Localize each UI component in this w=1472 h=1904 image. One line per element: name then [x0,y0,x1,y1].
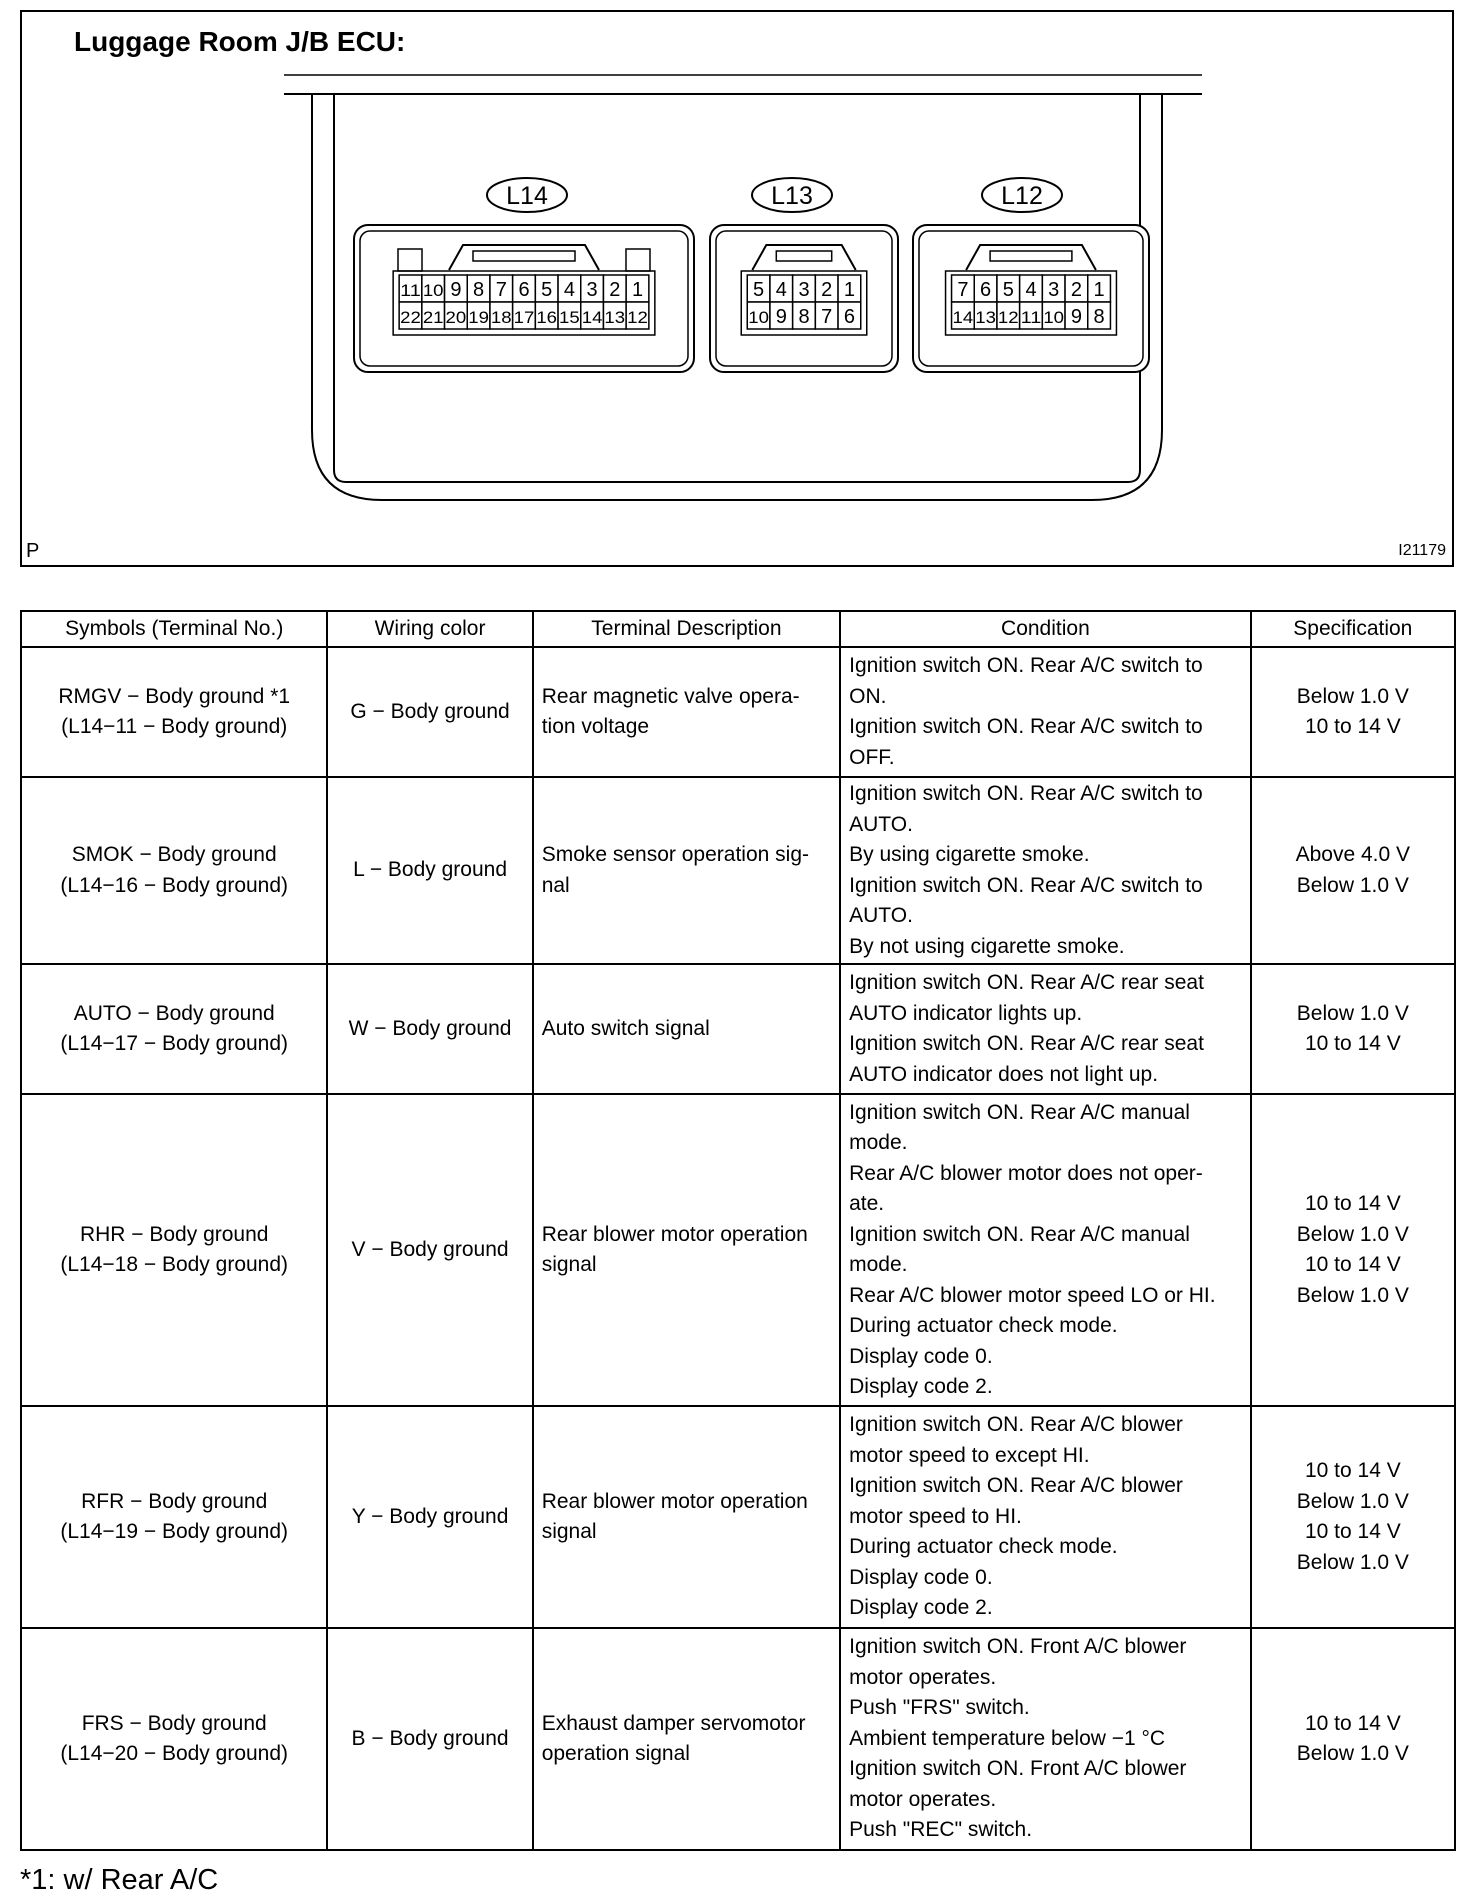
pin-number: 1 [631,279,644,301]
connector-l13 [710,178,898,372]
spec-line: Below 1.0 V [1296,1222,1409,1246]
table-row [21,1406,1455,1628]
sym-line: (L14−11 − Body ground) [61,715,288,738]
desc-line: Exhaust damper servomotor [541,1711,806,1735]
spec-line: Below 1.0 V [1296,1489,1409,1513]
pin-number: 5 [541,279,553,301]
spec-line: 10 to 14 V [1304,1459,1401,1482]
pin-number: 19 [468,308,489,327]
condition-cell [840,1628,1251,1850]
cond-line: By not using cigarette smoke. [849,934,1125,958]
table-row [21,1628,1455,1850]
pin-number: 10 [1043,308,1065,327]
cond-line: Ignition switch ON. Rear A/C blower [849,1413,1183,1437]
wiring-color-cell: G − Body ground [327,647,532,777]
header-specification: Specification [1251,611,1455,647]
desc-line: Auto switch signal [541,1016,710,1040]
spec-line: 10 to 14 V [1304,715,1401,738]
pin-number: 9 [1070,306,1082,328]
cond-line: Ignition switch ON. Rear A/C switch to [849,782,1203,805]
pin-number: 5 [1002,279,1014,301]
pin-number: 12 [997,308,1019,327]
footnote: *1: w/ Rear A/C [20,1864,219,1896]
specification-cell [1251,1628,1455,1850]
cond-line: Rear A/C blower motor does not oper- [849,1161,1203,1185]
spec-line: Below 1.0 V [1296,1001,1409,1025]
sym-line: FRS − Body ground [81,1711,267,1735]
specification-cell [1251,1094,1455,1406]
specification-cell [1251,1406,1455,1628]
desc-line: nal [541,873,570,897]
description-cell [533,1406,840,1628]
sym-line: (L14−18 − Body ground) [60,1253,289,1276]
header-symbols: Symbols (Terminal No.) [21,611,327,647]
cond-line: ate. [849,1192,885,1215]
cond-line: ON. [849,684,887,708]
pin-number: 1 [843,279,855,301]
description-cell [533,1094,840,1406]
specification-cell [1251,647,1455,777]
cond-line: Ignition switch ON. Rear A/C switch to [849,715,1203,738]
pin-number: 13 [604,308,626,327]
description-cell [533,1628,840,1850]
table-row [21,777,1455,964]
cond-line: motor speed to HI. [849,1504,1022,1528]
pin-number: 2 [609,279,621,301]
spec-line: 10 to 14 V [1304,1520,1401,1543]
condition-cell [840,777,1251,964]
sym-line: (L14−16 − Body ground) [60,873,289,897]
pin-number: 12 [627,308,648,327]
pin-number: 3 [586,279,598,301]
condition-cell [840,1094,1251,1406]
cond-line: AUTO. [849,812,913,836]
spec-line: 10 to 14 V [1304,1711,1401,1735]
cond-line: Ambient temperature below −1 °C [849,1726,1166,1750]
pin-number: 5 [753,279,765,301]
cond-line: Display code 2. [849,1596,993,1620]
description-cell [533,647,840,777]
table-body [21,647,1455,1850]
pin-number: 13 [975,308,996,327]
pin-number: 3 [798,279,810,301]
description-cell [533,777,840,964]
cond-line: AUTO. [849,904,913,927]
condition-cell [840,1406,1251,1628]
header-wiring-color: Wiring color [327,611,532,647]
spec-line: Below 1.0 V [1296,873,1409,897]
pin-number: 6 [843,306,855,328]
sym-line: (L14−20 − Body ground) [60,1742,289,1765]
cond-line: Rear A/C blower motor speed LO or HI. [849,1283,1216,1307]
pin-number: 9 [775,306,787,328]
cond-line: Ignition switch ON. Rear A/C switch to [849,873,1203,897]
pin-number: 10 [748,308,769,327]
desc-line: Rear blower motor operation [541,1489,808,1513]
pin-number: 21 [422,308,444,327]
pin-number: 8 [1093,306,1105,328]
pin-number: 6 [518,279,530,301]
pin-number: 4 [775,279,787,301]
pin-number: 7 [957,279,969,301]
cond-line: Push "REC" switch. [849,1818,1033,1842]
sym-line: RFR − Body ground [81,1489,268,1513]
pin-number: 10 [422,281,444,300]
corner-letter: P [26,540,40,562]
pin-number: 2 [1070,279,1082,301]
pin-number: 2 [821,279,833,301]
spec-line: Below 1.0 V [1296,1283,1409,1307]
sym-line: RHR − Body ground [79,1222,269,1246]
pin-number: 14 [952,308,974,327]
symbol-cell [21,964,327,1094]
wiring-color-cell: Y − Body ground [327,1406,532,1628]
desc-line: signal [541,1253,597,1276]
cond-line: Display code 0. [849,1565,993,1589]
table-header-row [21,611,1455,647]
cond-line: AUTO indicator lights up. [849,1001,1083,1025]
condition-cell [840,964,1251,1094]
cond-line: By using cigarette smoke. [849,843,1090,866]
cond-line: mode. [849,1131,908,1154]
cond-line: OFF. [849,745,895,769]
connector-label: L14 [506,182,548,210]
pin-number: 8 [473,279,485,301]
symbol-cell [21,1406,327,1628]
symbol-cell [21,1094,327,1406]
sym-line: (L14−17 − Body ground) [60,1032,289,1055]
terminal-spec-table [20,610,1456,1851]
sym-line: AUTO − Body ground [73,1001,275,1025]
desc-line: Smoke sensor operation sig- [541,843,809,866]
cond-line: Ignition switch ON. Front A/C blower [849,1635,1187,1659]
specification-cell [1251,964,1455,1094]
cond-line: Ignition switch ON. Rear A/C rear seat [849,971,1204,994]
spec-line: Above 4.0 V [1295,843,1411,866]
cond-line: Display code 0. [849,1344,993,1368]
pin-number: 4 [1025,279,1037,301]
table-row [21,964,1455,1094]
desc-line: signal [541,1520,597,1543]
pin-number: 20 [445,308,467,327]
pin-number: 7 [495,279,507,301]
table-row [21,1094,1455,1406]
cond-line: Display code 2. [849,1375,993,1398]
cond-line: Ignition switch ON. Rear A/C blower [849,1474,1183,1498]
spec-line: Below 1.0 V [1296,684,1409,708]
pin-number: 11 [1020,308,1042,327]
header-condition: Condition [840,611,1251,647]
spec-line: 10 to 14 V [1304,1253,1401,1276]
pin-number: 8 [798,306,810,328]
cond-line: During actuator check mode. [849,1535,1118,1559]
cond-line: Ignition switch ON. Rear A/C manual [849,1222,1190,1246]
connector-l14 [354,178,694,372]
table-row [21,647,1455,777]
desc-line: Rear blower motor operation [541,1222,808,1246]
cond-line: Ignition switch ON. Rear A/C manual [849,1100,1190,1124]
wiring-color-cell: L − Body ground [327,777,532,964]
pin-number: 9 [450,279,462,301]
cond-line: Ignition switch ON. Front A/C blower [849,1757,1187,1781]
pin-number: 17 [513,308,535,327]
connector-diagram [20,10,1454,567]
cond-line: Ignition switch ON. Rear A/C switch to [849,654,1203,677]
figure-id: I21179 [1398,542,1446,559]
pin-number: 11 [400,281,421,300]
connectors-layer [354,178,1149,372]
spec-line: 10 to 14 V [1304,1032,1401,1055]
diagram-title: Luggage Room J/B ECU: [74,26,406,57]
desc-line: Rear magnetic valve opera- [541,684,800,708]
pin-number: 4 [563,279,575,301]
sym-line: SMOK − Body ground [71,843,277,866]
cond-line: During actuator check mode. [849,1314,1118,1337]
ecu-drawing [22,12,1452,565]
cond-line: motor operates. [849,1787,997,1811]
spec-line: Below 1.0 V [1296,1742,1409,1765]
symbol-cell [21,777,327,964]
cond-line: AUTO indicator does not light up. [849,1062,1159,1086]
specification-cell [1251,777,1455,964]
pin-number: 15 [559,308,580,327]
sym-line: RMGV − Body ground *1 [58,684,291,708]
pin-number: 22 [400,308,421,327]
wiring-color-cell: V − Body ground [327,1094,532,1406]
pin-number: 6 [980,279,992,301]
pin-number: 7 [821,306,833,328]
cond-line: mode. [849,1253,908,1276]
description-cell [533,964,840,1094]
connector-label: L13 [771,182,813,210]
header-terminal-description: Terminal Description [533,611,840,647]
symbol-cell [21,1628,327,1850]
desc-line: operation signal [541,1742,690,1765]
spec-line: Below 1.0 V [1296,1550,1409,1574]
pin-number: 14 [581,308,603,327]
pin-number: 18 [490,308,512,327]
pin-number: 16 [536,308,558,327]
spec-line: 10 to 14 V [1304,1192,1401,1215]
desc-line: tion voltage [541,715,650,738]
pin-number: 1 [1093,279,1105,301]
cond-line: Ignition switch ON. Rear A/C rear seat [849,1032,1204,1055]
sym-line: (L14−19 − Body ground) [60,1520,289,1543]
wiring-color-cell: B − Body ground [327,1628,532,1850]
condition-cell [840,647,1251,777]
cond-line: Push "FRS" switch. [849,1696,1030,1720]
connector-label: L12 [1001,182,1043,210]
wiring-color-cell: W − Body ground [327,964,532,1094]
cond-line: motor operates. [849,1665,997,1689]
pin-number: 3 [1048,279,1060,301]
cond-line: motor speed to except HI. [849,1443,1090,1467]
connector-l12 [913,178,1149,372]
symbol-cell [21,647,327,777]
